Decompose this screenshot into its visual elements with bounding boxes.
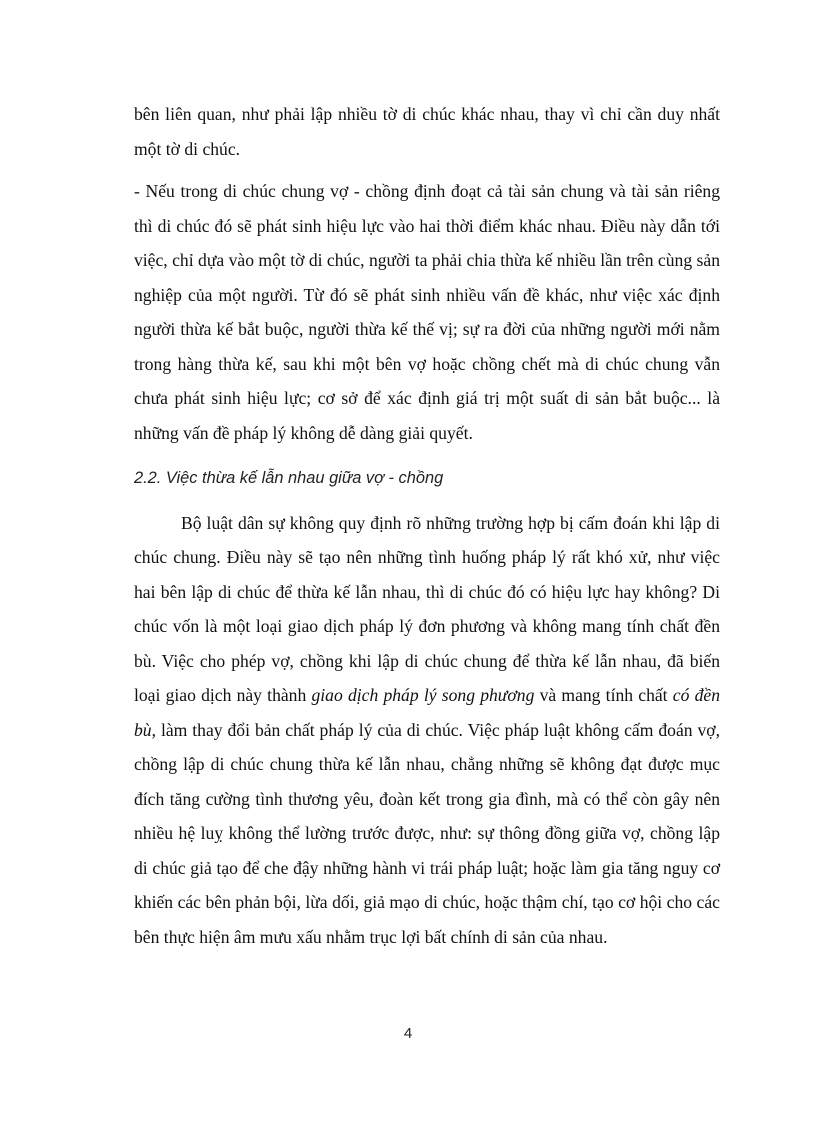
paragraph-continuation: bên liên quan, như phải lập nhiều tờ di chúc khác nhau, thay vì chỉ cần duy nhất một tờ di chúc. bbox=[134, 104, 720, 159]
paragraph-mutual-inheritance bbox=[134, 506, 720, 955]
paragraph-text-part-2: và mang tính chất bbox=[534, 685, 673, 705]
page-number: 4 bbox=[403, 1025, 413, 1042]
italic-phrase-bilateral-transaction: giao dịch pháp lý song phương bbox=[311, 685, 535, 705]
paragraph-text-part-1: Bộ luật dân sự không quy định rõ những trường hợp bị cấm đoán khi lập di chúc chung. Điều này sẽ tạo nên những tình huống pháp lý rất khó xử, như việc hai bên lập di chúc để thừa kế lẫn nhau, thì di chúc đó có hiệu lực hay không? Di chúc vốn là một loại giao dịch pháp lý đơn phương và không mang tính chất đền bù. Việc cho phép vợ, chồng khi lập di chúc chung để thừa kế lẫn nhau, đã biến loại giao dịch này thành bbox=[134, 512, 720, 705]
paragraph-joint-will-effect: - Nếu trong di chúc chung vợ - chồng định đoạt cả tài sản chung và tài sản riêng thì di chúc đó sẽ phát sinh hiệu lực vào hai thời điểm khác nhau. Điều này dẫn tới việc, chỉ dựa vào một tờ di chúc, người ta phải chia thừa kế nhiều lần trên cùng sản nghiệp của một người. Từ đó sẽ phát sinh nhiều vấn đề khác, như việc xác định người thừa kế bắt buộc, người thừa kế thế vị; sự ra đời của những người mới nằm trong hàng thừa kế, sau khi một bên vợ hoặc chồng chết mà di chúc chung vẫn chưa phát sinh hiệu lực; cơ sở để xác định giá trị một suất di sản bắt buộc... là những vấn đề pháp lý không dễ dàng giải quyết. bbox=[134, 181, 720, 443]
italic-phrase-compensated: có đền bù bbox=[134, 685, 720, 740]
paragraph-text-part-3: , làm thay đổi bản chất pháp lý của di chúc. Việc pháp luật không cấm đoán vợ, chồng lập di chúc chung thừa kế lẫn nhau, chẳng những sẽ không đạt được mục đích tăng cường tình thương yêu, đoàn kết trong gia đình, mà có thể còn gây nên nhiều hệ luỵ không thể lường trước được, như: sự thông đồng giữa vợ, chồng lập di chúc giả tạo để che đậy những hành vi trái pháp luật; hoặc làm gia tăng nguy cơ khiến các bên phản bội, lừa dối, giả mạo di chúc, hoặc thậm chí, tạo cơ hội cho các bên thực hiện âm mưu xấu nhằm trục lợi bất chính di sản của nhau. bbox=[134, 719, 720, 947]
section-heading: 2.2. Việc thừa kế lẫn nhau giữa vợ - chồng bbox=[134, 469, 444, 487]
page-body bbox=[134, 97, 720, 954]
